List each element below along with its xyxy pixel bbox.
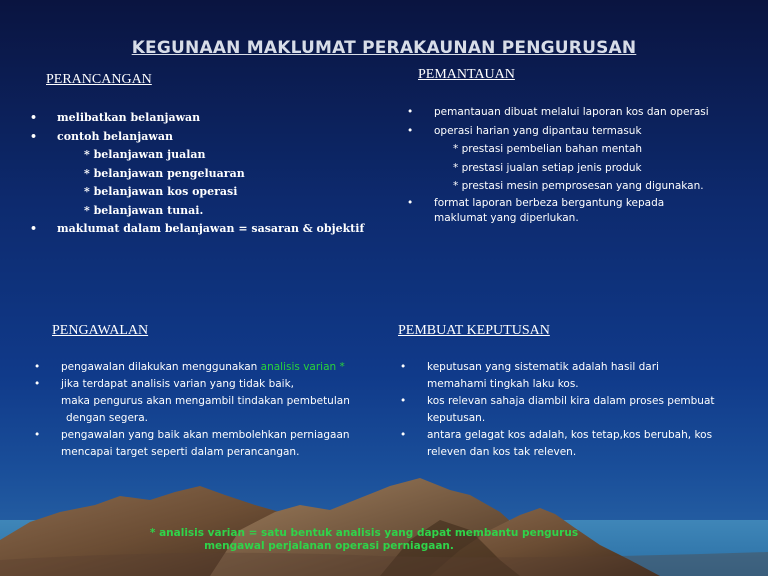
- list-item: • kos relevan sahaja diambil kira dalam proses pembuat: [400, 393, 760, 410]
- sub-item: * belanjawan tunai.: [84, 203, 204, 217]
- bullet-icon: •: [407, 196, 414, 209]
- bullet-icon: •: [407, 106, 414, 118]
- footnote: [0, 527, 768, 553]
- heading-perancangan: PERANCANGAN: [46, 72, 152, 87]
- heading-pembuat-keputusan: PEMBUAT KEPUTUSAN: [398, 323, 550, 338]
- footnote-line-2: mengawal perjalanan operasi perniagaan.: [204, 540, 454, 552]
- continuation-line: keputusan.: [427, 412, 486, 424]
- pengawalan-list: [34, 359, 384, 461]
- list-item: • contoh belanjawan: [30, 128, 370, 147]
- sub-item: * belanjawan jualan: [84, 148, 206, 161]
- bullet-icon: •: [30, 222, 38, 235]
- footnote-line-1: * analisis varian = satu bentuk analisis yang dapat membantu pengurus: [149, 527, 579, 539]
- list-item: • pengawalan yang baik akan membolehkan perniagaan: [34, 427, 384, 444]
- list-item: • pengawalan dilakukan menggunakan analisis varian *: [34, 359, 384, 376]
- sub-item: * prestasi pembelian bahan mentah: [453, 143, 643, 155]
- bullet-icon: •: [30, 129, 38, 143]
- sub-item: * belanjawan kos operasi: [84, 185, 238, 198]
- bullet-icon: •: [400, 361, 407, 373]
- continuation-line: dengan segera.: [66, 412, 149, 424]
- continuation-line: maka pengurus akan mengambil tindakan pembetulan: [61, 395, 350, 407]
- heading-pengawalan: PENGAWALAN: [52, 323, 149, 338]
- bullet-icon: •: [400, 429, 407, 441]
- bullet-icon: •: [400, 395, 407, 407]
- slide-title: KEGUNAAN MAKLUMAT PERAKAUNAN PENGURUSAN: [131, 38, 637, 58]
- list-item: • maklumat dalam belanjawan = sasaran & objektif: [30, 220, 370, 239]
- list-item: • pemantauan dibuat melalui laporan kos dan operasi: [407, 103, 757, 122]
- bullet-icon: •: [34, 361, 41, 373]
- bullet-icon: •: [34, 378, 41, 390]
- bullet-icon: •: [407, 124, 414, 137]
- bullet-icon: •: [34, 429, 41, 441]
- pembuat-keputusan-list: [400, 359, 760, 461]
- sub-item: * belanjawan pengeluaran: [84, 166, 245, 180]
- list-item: • jika terdapat analisis varian yang tidak baik,: [34, 376, 384, 393]
- list-item: • antara gelagat kos adalah, kos tetap,kos berubah, kos: [400, 427, 760, 444]
- perancangan-list: [30, 109, 370, 239]
- continuation-line: releven dan kos tak releven.: [427, 446, 577, 458]
- list-item: • keputusan yang sistematik adalah hasil dari: [400, 359, 760, 376]
- sub-item: * prestasi jualan setiap jenis produk: [453, 161, 642, 174]
- pemantauan-list: [407, 103, 757, 226]
- sub-item: * prestasi mesin pemprosesan yang digunakan.: [453, 180, 704, 192]
- list-item: • operasi harian yang dipantau termasuk: [407, 122, 757, 141]
- analisis-varian-highlight: analisis varian *: [260, 361, 345, 373]
- continuation-line: mencapai target seperti dalam perancangan.: [61, 446, 300, 458]
- continuation-line: memahami tingkah laku kos.: [427, 378, 579, 390]
- list-item: • format laporan berbeza bergantung kepada maklumat yang diperlukan.: [407, 196, 665, 224]
- list-item: • melibatkan belanjawan: [30, 109, 370, 128]
- heading-pemantauan: PEMANTAUAN: [418, 67, 515, 82]
- bullet-icon: •: [30, 111, 38, 124]
